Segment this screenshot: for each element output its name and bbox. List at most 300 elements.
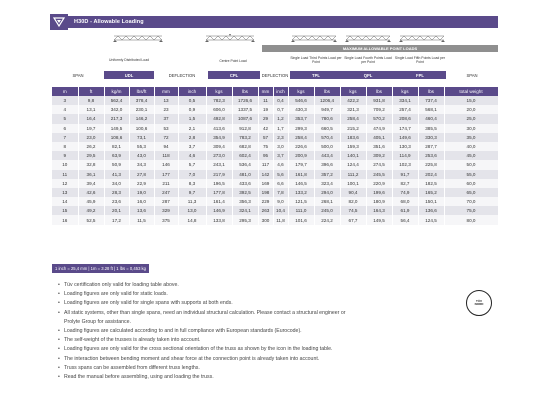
- table-cell: 30,0: [444, 124, 498, 133]
- table-cell: 29: [258, 114, 273, 123]
- table-cell: 258,4: [288, 133, 314, 142]
- span-header-right: SPAN: [466, 73, 478, 78]
- table-cell: 22,9: [129, 179, 154, 188]
- table-cell: 124,5: [418, 215, 444, 224]
- table-cell: 253,6: [418, 151, 444, 160]
- tuv-certification-badge: [466, 290, 492, 316]
- table-cell: 20,0: [444, 105, 498, 114]
- table-cell: 385,5: [418, 124, 444, 133]
- unit-header: lbs: [314, 87, 340, 96]
- table-cell: 10: [52, 160, 78, 169]
- table-cell: 413,6: [206, 124, 232, 133]
- table-cell: 82,1: [104, 142, 129, 151]
- table-cell: 309,4: [206, 142, 232, 151]
- table-cell: 546,6: [288, 96, 314, 105]
- note-item: • Tüv certification only valid for loading table above.: [58, 281, 458, 290]
- table-cell: 1206,4: [314, 96, 340, 105]
- table-cell: 287,7: [418, 142, 444, 151]
- table-cell: 1087,6: [232, 114, 258, 123]
- table-cell: 9,7: [178, 188, 206, 197]
- table-cell: 274,5: [366, 160, 392, 169]
- table-cell: 114,9: [392, 151, 418, 160]
- table-cell: 130,3: [392, 142, 418, 151]
- table-cell: 198: [258, 188, 273, 197]
- table-cell: 50,0: [444, 160, 498, 169]
- table-cell: 49,2: [78, 206, 104, 215]
- table-cell: 949,7: [314, 105, 340, 114]
- table-cell: 196,5: [206, 179, 232, 188]
- table-cell: 5,7: [178, 160, 206, 169]
- table-cell: 6,6: [273, 179, 288, 188]
- table-cell: 562,4: [104, 96, 129, 105]
- table-cell: 295,3: [232, 215, 258, 224]
- table-cell: 133,2: [288, 188, 314, 197]
- table-cell: 2,1: [178, 124, 206, 133]
- unit-header: kgs: [392, 87, 418, 96]
- table-cell: 16,0: [129, 197, 154, 206]
- table-cell: 29,5: [78, 151, 104, 160]
- table-cell: 396,6: [314, 160, 340, 169]
- table-row: [52, 188, 498, 197]
- table-cell: 8,3: [178, 179, 206, 188]
- table-cell: 217,3: [104, 114, 129, 123]
- table-cell: 149,5: [366, 215, 392, 224]
- notes-list: [58, 281, 458, 382]
- table-cell: 2,3: [273, 133, 288, 142]
- table-cell: 111,0: [288, 206, 314, 215]
- unit-header: m: [52, 87, 78, 96]
- table-cell: 202,4: [418, 170, 444, 179]
- table-cell: 56,4: [392, 215, 418, 224]
- table-cell: 287: [154, 197, 178, 206]
- table-cell: 43,0: [129, 151, 154, 160]
- table-cell: 3: [52, 96, 78, 105]
- table-cell: 182,5: [418, 179, 444, 188]
- table-cell: 330,3: [418, 133, 444, 142]
- table-cell: 55,3: [129, 142, 154, 151]
- table-cell: 4: [52, 105, 78, 114]
- table-cell: 2,8: [178, 133, 206, 142]
- table-cell: 422,2: [340, 96, 366, 105]
- udl-header: UDL: [104, 71, 154, 79]
- table-row: [52, 151, 498, 160]
- table-cell: 91,7: [392, 170, 418, 179]
- fpl-description: Single Load Fifth Points Load per Point: [394, 56, 446, 64]
- unit-header: kgs: [288, 87, 314, 96]
- table-cell: 1,2: [273, 114, 288, 123]
- table-cell: 294,0: [314, 188, 340, 197]
- table-cell: 133,8: [206, 215, 232, 224]
- table-cell: 11: [258, 96, 273, 105]
- table-cell: 378,4: [129, 96, 154, 105]
- table-cell: 142: [258, 170, 273, 179]
- table-row: [52, 160, 498, 169]
- cpl-header: CPL: [208, 71, 260, 79]
- table-cell: 353,7: [288, 114, 314, 123]
- table-row: [52, 124, 498, 133]
- table-cell: 536,4: [232, 160, 258, 169]
- table-cell: 334,1: [392, 96, 418, 105]
- table-cell: 3,0: [273, 142, 288, 151]
- table-cell: 161,4: [206, 197, 232, 206]
- note-item: • The self-weight of the trusses is already taken into account.: [58, 336, 458, 345]
- table-row: [52, 170, 498, 179]
- table-cell: 36,1: [78, 170, 104, 179]
- qpl-description: Single Load Fourth Points Load per Point: [344, 56, 392, 64]
- table-cell: 357,2: [314, 170, 340, 179]
- table-cell: 602,4: [232, 151, 258, 160]
- table-cell: 351,6: [366, 142, 392, 151]
- table-cell: 7: [52, 133, 78, 142]
- table-cell: 309,2: [366, 151, 392, 160]
- units-row: [52, 87, 498, 96]
- table-row: [52, 142, 498, 151]
- table-cell: 159,3: [340, 142, 366, 151]
- table-cell: 63,9: [104, 151, 129, 160]
- table-cell: 0,9: [178, 105, 206, 114]
- table-cell: 3,7: [273, 151, 288, 160]
- table-cell: 19,0: [129, 188, 154, 197]
- table-cell: 108,6: [104, 133, 129, 142]
- table-cell: 41,3: [104, 170, 129, 179]
- table-cell: 177,8: [206, 188, 232, 197]
- table-cell: 481,0: [232, 170, 258, 179]
- table-cell: 100,6: [129, 124, 154, 133]
- table-cell: 5: [52, 114, 78, 123]
- prolyte-logo-icon: [50, 14, 68, 30]
- table-cell: 11,5: [129, 215, 154, 224]
- table-cell: 118: [154, 151, 178, 160]
- table-cell: 72: [154, 133, 178, 142]
- table-cell: 14: [52, 197, 78, 206]
- table-row: [52, 197, 498, 206]
- tpl-description: Single Load Third Points Load per Point: [290, 56, 342, 64]
- note-item: • Loading figures are only valid for single spans with supports at both ends.: [58, 299, 458, 308]
- table-cell: 1337,5: [232, 105, 258, 114]
- table-row: [52, 206, 498, 215]
- table-cell: 245,5: [366, 170, 392, 179]
- table-cell: 150,1: [418, 197, 444, 206]
- table-cell: 443,4: [314, 151, 340, 160]
- table-cell: 9,0: [273, 197, 288, 206]
- table-cell: 321,3: [340, 105, 366, 114]
- table-cell: 34,0: [104, 179, 129, 188]
- table-cell: 257,4: [392, 105, 418, 114]
- table-cell: 52,5: [78, 215, 104, 224]
- unit-header: inch: [273, 87, 288, 96]
- unit-header: kgs: [340, 87, 366, 96]
- table-cell: 100,1: [340, 179, 366, 188]
- table-cell: 16,4: [78, 114, 104, 123]
- table-cell: 709,2: [366, 105, 392, 114]
- table-cell: 94: [154, 142, 178, 151]
- table-cell: 23,0: [78, 133, 104, 142]
- truss-qpl-icon: [344, 34, 392, 43]
- table-cell: 82,7: [392, 179, 418, 188]
- table-cell: 169: [258, 179, 273, 188]
- table-cell: 7,0: [178, 170, 206, 179]
- note-item: • Loading figures are only valid for static loads.: [58, 290, 458, 299]
- table-cell: 13,0: [178, 206, 206, 215]
- cpl-description: Centre Point Load: [219, 59, 247, 63]
- table-cell: 180,9: [366, 197, 392, 206]
- table-cell: 42: [258, 124, 273, 133]
- table-cell: 20,1: [104, 206, 129, 215]
- table-cell: 15,0: [444, 96, 498, 105]
- table-cell: 11: [52, 170, 78, 179]
- table-cell: 300: [258, 215, 273, 224]
- table-cell: 375: [154, 215, 178, 224]
- table-cell: 11,8: [273, 215, 288, 224]
- table-cell: 243,1: [206, 160, 232, 169]
- table-cell: 177: [154, 170, 178, 179]
- loading-table: [52, 87, 499, 225]
- table-cell: 149,5: [104, 124, 129, 133]
- table-cell: 430,3: [288, 105, 314, 114]
- table-cell: 82,0: [340, 197, 366, 206]
- table-cell: 149,6: [392, 133, 418, 142]
- table-cell: 19,7: [78, 124, 104, 133]
- table-cell: 26,2: [78, 142, 104, 151]
- unit-header: lbs: [366, 87, 392, 96]
- table-cell: 13: [154, 96, 178, 105]
- table-cell: 19: [258, 105, 273, 114]
- unit-header: ft: [78, 87, 104, 96]
- table-cell: 570,4: [314, 133, 340, 142]
- table-cell: 39,4: [78, 179, 104, 188]
- title-bar: [52, 16, 498, 28]
- table-cell: 73,1: [129, 133, 154, 142]
- fpl-header: FPL: [394, 71, 446, 79]
- table-cell: 217,9: [206, 170, 232, 179]
- table-cell: 121,5: [288, 197, 314, 206]
- table-cell: 0,7: [273, 105, 288, 114]
- note-item-continued: Prolyte Group for assistance.: [64, 318, 131, 325]
- table-cell: 25,0: [444, 114, 498, 123]
- table-cell: 23: [154, 105, 178, 114]
- table-cell: 80,0: [444, 215, 498, 224]
- truss-tpl-icon: [290, 34, 338, 43]
- unit-header: mm: [258, 87, 273, 96]
- table-cell: 174,7: [392, 124, 418, 133]
- unit-header: lbs/ft: [129, 87, 154, 96]
- table-cell: 9,8: [78, 96, 104, 105]
- table-cell: 140,1: [340, 151, 366, 160]
- table-cell: 323,4: [314, 179, 340, 188]
- table-cell: 13,6: [129, 206, 154, 215]
- table-row: [52, 114, 498, 123]
- table-cell: 75,0: [444, 206, 498, 215]
- table-cell: 95: [258, 151, 273, 160]
- table-cell: 28,3: [104, 188, 129, 197]
- table-cell: 4,6: [178, 151, 206, 160]
- truss-udl-icon: [112, 34, 164, 43]
- table-cell: 53: [154, 124, 178, 133]
- unit-header: lbs: [418, 87, 444, 96]
- table-cell: 102,3: [392, 160, 418, 169]
- table-cell: 224,2: [314, 215, 340, 224]
- table-cell: 32,8: [78, 160, 104, 169]
- table-cell: 146,9: [206, 206, 232, 215]
- deflection-header-2: DEFLECTION: [261, 73, 289, 78]
- table-cell: 208,6: [392, 114, 418, 123]
- table-cell: 45,9: [78, 197, 104, 206]
- table-cell: 354,9: [206, 133, 232, 142]
- table-cell: 17,2: [104, 215, 129, 224]
- table-cell: 23,6: [104, 197, 129, 206]
- max-allowable-header: MAXIMUM ALLOWABLE POINT LOADS: [262, 45, 498, 52]
- table-cell: 0,4: [273, 96, 288, 105]
- table-cell: 34,3: [129, 160, 154, 169]
- table-cell: 37: [154, 114, 178, 123]
- table-cell: 931,8: [366, 96, 392, 105]
- table-cell: 474,9: [366, 124, 392, 133]
- qpl-header: QPL: [342, 71, 394, 79]
- table-cell: 268,1: [314, 197, 340, 206]
- table-cell: 258,4: [340, 114, 366, 123]
- table-cell: 782,3: [206, 96, 232, 105]
- table-cell: 40,0: [444, 142, 498, 151]
- table-cell: 324,1: [232, 206, 258, 215]
- table-cell: 211: [154, 179, 178, 188]
- unit-header: total weight: [444, 87, 498, 96]
- table-cell: 136,6: [418, 206, 444, 215]
- note-item: • All static systems, other than single spans, need an individual structural calculation. Please contact a structural engineer or: [58, 309, 458, 318]
- table-cell: 226,6: [288, 142, 314, 151]
- table-row: [52, 96, 498, 105]
- table-cell: 460,4: [418, 114, 444, 123]
- table-cell: 90,4: [340, 188, 366, 197]
- table-cell: 13,1: [78, 105, 104, 114]
- table-cell: 14,8: [178, 215, 206, 224]
- table-cell: 215,2: [340, 124, 366, 133]
- page-title: H30D - Allowable Loading: [74, 19, 144, 25]
- table-cell: 8: [52, 142, 78, 151]
- table-cell: 10,4: [273, 206, 288, 215]
- table-cell: 433,6: [232, 179, 258, 188]
- table-cell: 660,5: [314, 124, 340, 133]
- table-cell: 356,3: [232, 197, 258, 206]
- table-cell: 117: [258, 160, 273, 169]
- table-cell: 35,0: [444, 133, 498, 142]
- table-cell: 101,6: [288, 215, 314, 224]
- table-cell: 0,5: [178, 96, 206, 105]
- span-header: SPAN: [72, 73, 84, 78]
- table-cell: 111,2: [340, 170, 366, 179]
- deflection-header: DEFLECTION: [168, 73, 196, 78]
- table-cell: 682,8: [232, 142, 258, 151]
- table-cell: 500,0: [314, 142, 340, 151]
- table-cell: 780,6: [314, 114, 340, 123]
- table-cell: 65,0: [444, 188, 498, 197]
- truss-cpl-icon: [204, 34, 256, 43]
- table-cell: 392,5: [232, 188, 258, 197]
- tuv-badge-line1: TÜV: [476, 298, 482, 303]
- note-item: • The interaction between bending moment and shear force at the connection point is already taken into account.: [58, 355, 458, 364]
- table-cell: 299,3: [288, 124, 314, 133]
- table-cell: 200,9: [288, 151, 314, 160]
- table-cell: 42,6: [78, 188, 104, 197]
- unit-header: mm: [154, 87, 178, 96]
- table-cell: 405,1: [366, 133, 392, 142]
- table-cell: 4,6: [273, 160, 288, 169]
- note-item: • Truss spans can be assembled from different truss lengths.: [58, 364, 458, 373]
- table-cell: 146,2: [129, 114, 154, 123]
- table-cell: 27,8: [129, 170, 154, 179]
- table-cell: 737,4: [418, 96, 444, 105]
- table-cell: 329: [154, 206, 178, 215]
- table-cell: 570,2: [366, 114, 392, 123]
- table-cell: 492,8: [206, 114, 232, 123]
- table-cell: 342,0: [104, 105, 129, 114]
- table-cell: 247: [154, 188, 178, 197]
- table-cell: 9: [52, 151, 78, 160]
- table-cell: 5,6: [273, 170, 288, 179]
- table-cell: 45,0: [444, 151, 498, 160]
- table-cell: 16: [52, 215, 78, 224]
- unit-header: kg/m: [104, 87, 129, 96]
- table-body: [52, 96, 498, 225]
- table-cell: 13: [52, 188, 78, 197]
- table-cell: 74,9: [392, 188, 418, 197]
- table-cell: 7,8: [273, 188, 288, 197]
- table-cell: 124,4: [340, 160, 366, 169]
- table-cell: 3,7: [178, 142, 206, 151]
- table-row: [52, 215, 498, 224]
- table-cell: 263: [258, 206, 273, 215]
- unit-header: kgs: [206, 87, 232, 96]
- conversion-bar: 1 inch = 25,4 mm | 1m = 3.28 ft | 1 lbs = 0,453 kg: [52, 264, 149, 273]
- table-cell: 220,9: [366, 179, 392, 188]
- truss-fpl-icon: [398, 34, 446, 43]
- table-cell: 67,7: [340, 215, 366, 224]
- table-cell: 1,7: [273, 124, 288, 133]
- table-cell: 783,2: [232, 133, 258, 142]
- unit-header: inch: [178, 87, 206, 96]
- table-cell: 6: [52, 124, 78, 133]
- note-item: • Loading figures are calculated according to and in full compliance with European standards (Eurocode).: [58, 327, 458, 336]
- table-cell: 70,0: [444, 197, 498, 206]
- table-cell: 199,6: [366, 188, 392, 197]
- table-cell: 179,7: [288, 160, 314, 169]
- note-item: • Read the manual before assembling, using and loading the truss.: [58, 373, 458, 382]
- table-row: [52, 179, 498, 188]
- table-cell: 50,9: [104, 160, 129, 169]
- table-cell: 75: [258, 142, 273, 151]
- table-cell: 74,5: [340, 206, 366, 215]
- table-cell: 912,8: [232, 124, 258, 133]
- table-row: [52, 105, 498, 114]
- table-cell: 55,0: [444, 170, 498, 179]
- unit-header: lbs: [232, 87, 258, 96]
- truss-icons-row: [52, 32, 498, 44]
- table-cell: 273,0: [206, 151, 232, 160]
- table-cell: 11,3: [178, 197, 206, 206]
- table-cell: 245,0: [314, 206, 340, 215]
- table-cell: 230,1: [129, 105, 154, 114]
- table-cell: 146,5: [288, 179, 314, 188]
- table-cell: 146: [154, 160, 178, 169]
- note-item: • Loading figures are only valid for the cross sectional orientation of the truss as shown by the icon in the loading table.: [58, 345, 458, 354]
- table-cell: 60,0: [444, 179, 498, 188]
- udl-description: Uniformly Distributed Load: [109, 58, 149, 62]
- tpl-header: TPL: [290, 71, 342, 79]
- tuv-badge-line2: NORD: [474, 302, 484, 306]
- table-cell: 161,8: [288, 170, 314, 179]
- table-cell: 606,0: [206, 105, 232, 114]
- table-cell: 57: [258, 133, 273, 142]
- table-cell: 568,1: [418, 105, 444, 114]
